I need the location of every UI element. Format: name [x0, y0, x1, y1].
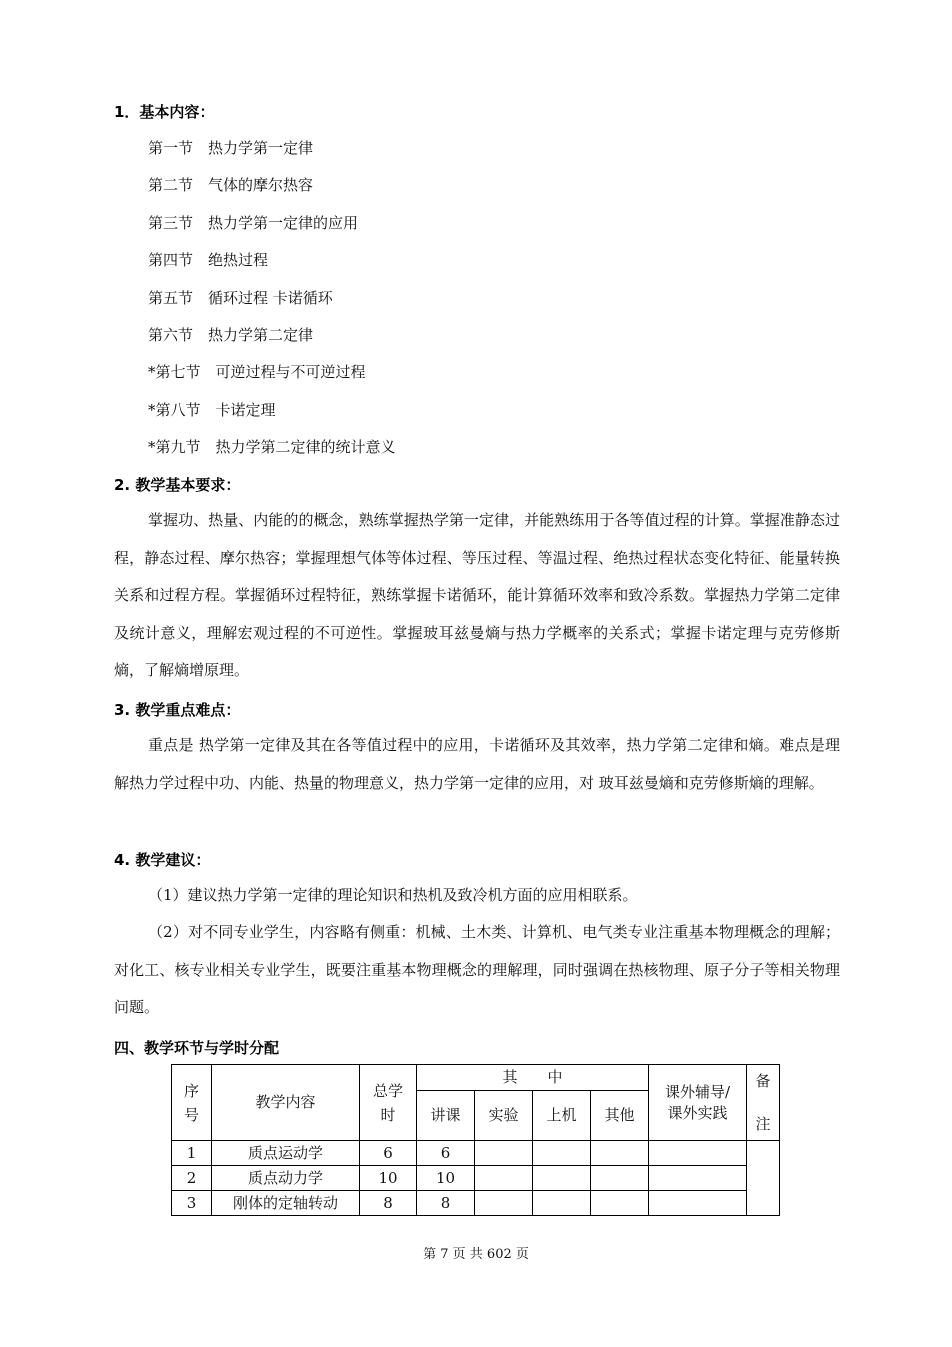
suggestion-paragraph-2: （2）对不同专业学生，内容略有侧重：机械、土木类、计算机、电气类专业注重基本物理概念的理解；对化工、核专业相关专业学生，既要注重基本物理概念的理解理，同时强调在热核物理、原子分子等相关物理问题。: [114, 923, 840, 1016]
cell-tutoring: [649, 1141, 747, 1166]
section-heading-hours-allocation: 四、教学环节与学时分配: [114, 1039, 280, 1057]
cell-content: 刚体的定轴转动: [212, 1191, 360, 1216]
cell-total: 6: [360, 1141, 417, 1166]
cell-seq: 1: [172, 1141, 212, 1166]
header-note: 备 注: [747, 1065, 780, 1141]
cell-other: [591, 1141, 649, 1166]
cell-content: 质点运动学: [212, 1141, 360, 1166]
cell-content: 质点动力学: [212, 1166, 360, 1191]
cell-seq: 2: [172, 1166, 212, 1191]
table-row: [172, 1191, 780, 1216]
section-heading-suggestions: 4. 教学建议：: [114, 851, 211, 869]
cell-tutoring: [649, 1191, 747, 1216]
requirements-paragraph: 掌握功、热量、内能的的概念，熟练掌握热学第一定律，并能熟练用于各等值过程的计算。掌握准静态过程，静态过程、摩尔热容；掌握理想气体等体过程、等压过程、等温过程、绝热过程状态变化特征、能量转换关系和过程方程。掌握循环过程特征，熟练掌握卡诺循环，能计算循环效率和致冷系数。掌握热力学第二定律及统计意义，理解宏观过程的不可逆性。掌握玻耳兹曼熵与热力学概率的关系式；掌握卡诺定理与克劳修斯熵，了解熵增原理。: [114, 511, 840, 679]
header-other: 其他: [591, 1091, 649, 1141]
cell-experiment: [475, 1141, 533, 1166]
key-points-paragraph: 重点是 热学第一定律及其在各等值过程中的应用，卡诺循环及其效率，热力学第二定律和熵。难点是理解热力学过程中功、内能、热量的物理意义，热力学第一定律的应用，对 玻耳兹曼熵和克劳修斯熵的理解。: [114, 736, 840, 792]
hours-allocation-table: [171, 1064, 780, 1216]
cell-experiment: [475, 1191, 533, 1216]
section-heading-basic-content: 1．基本内容：: [114, 103, 215, 121]
section-heading-requirements: 2. 教学基本要求：: [114, 476, 241, 494]
header-experiment: 实验: [475, 1091, 533, 1141]
cell-lecture: 6: [417, 1141, 475, 1166]
section-heading-key-points: 3. 教学重点难点：: [114, 701, 241, 719]
table-row: [172, 1141, 780, 1166]
toc-item: 第五节 循环过程 卡诺循环: [148, 289, 333, 307]
toc-item: 第一节 热力学第一定律: [148, 139, 314, 157]
toc-item: 第四节 绝热过程: [148, 251, 269, 269]
toc-item: 第六节 热力学第二定律: [148, 326, 314, 344]
cell-computer: [533, 1141, 591, 1166]
header-among: 其 中: [417, 1065, 649, 1091]
cell-other: [591, 1191, 649, 1216]
header-computer: 上机: [533, 1091, 591, 1141]
cell-lecture: 10: [417, 1166, 475, 1191]
cell-total: 10: [360, 1166, 417, 1191]
cell-experiment: [475, 1166, 533, 1191]
cell-computer: [533, 1191, 591, 1216]
header-tutoring: 课外辅导/ 课外实践: [649, 1065, 747, 1141]
cell-tutoring: [649, 1166, 747, 1191]
cell-note: [747, 1141, 780, 1216]
cell-seq: 3: [172, 1191, 212, 1216]
header-seq: 序 号: [172, 1065, 212, 1141]
toc-item: *第七节 可逆过程与不可逆过程: [148, 363, 366, 381]
header-lecture: 讲课: [417, 1091, 475, 1141]
header-total-hours: 总学 时: [360, 1065, 417, 1141]
table-row: [172, 1166, 780, 1191]
toc-item: *第九节 热力学第二定律的统计意义: [148, 438, 396, 456]
cell-lecture: 8: [417, 1191, 475, 1216]
cell-other: [591, 1166, 649, 1191]
page-footer: 第 7 页 共 602 页: [423, 1247, 529, 1262]
suggestion-paragraph-1: （1）建议热力学第一定律的理论知识和热机及致冷机方面的应用相联系。: [148, 886, 638, 904]
cell-total: 8: [360, 1191, 417, 1216]
toc-item: *第八节 卡诺定理: [148, 401, 276, 419]
toc-item: 第三节 热力学第一定律的应用: [148, 214, 359, 232]
toc-item: 第二节 气体的摩尔热容: [148, 176, 314, 194]
cell-computer: [533, 1166, 591, 1191]
header-content: 教学内容: [212, 1065, 360, 1141]
table-header-row: [172, 1065, 780, 1091]
